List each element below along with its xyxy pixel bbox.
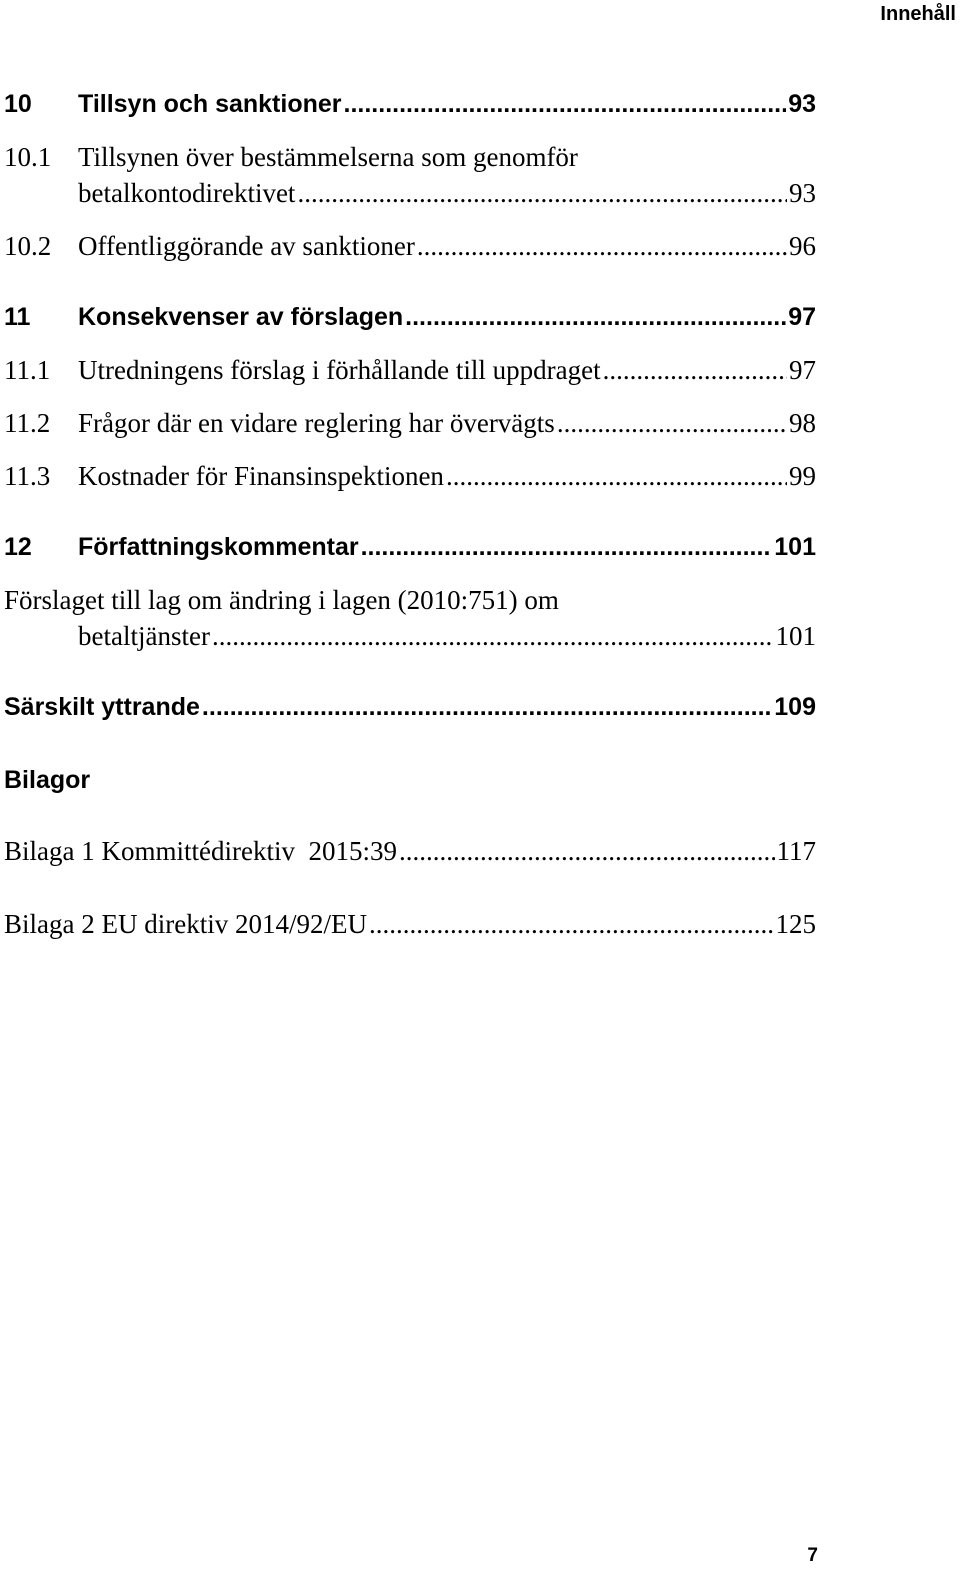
toc-title: Tillsyn och sanktioner — [78, 90, 342, 118]
toc-number: 10 — [4, 90, 32, 118]
toc-title: Offentliggörande av sanktioner — [78, 231, 415, 261]
dot-leader — [417, 228, 787, 264]
toc-number: 12 — [4, 533, 32, 561]
toc-page: 98 — [789, 408, 816, 438]
toc-title: Särskilt yttrande — [4, 693, 200, 721]
toc-page: 99 — [789, 461, 816, 491]
toc-title: Författningskommentar — [78, 533, 359, 561]
table-of-contents — [4, 85, 816, 942]
toc-title-line2: betalkontodirektivet — [78, 178, 296, 208]
toc-page: 96 — [789, 231, 816, 261]
toc-title: Bilaga 1 Kommittédirektiv 2015:39 — [4, 836, 397, 866]
page-number: 7 — [807, 1545, 818, 1566]
toc-title-line1: Förslaget till lag om ändring i lagen (2010:751) om — [4, 585, 559, 615]
dot-leader — [297, 175, 787, 211]
toc-page: 117 — [776, 836, 816, 866]
toc-page: 101 — [775, 621, 816, 651]
dot-leader — [369, 906, 774, 942]
dot-leader — [557, 405, 787, 441]
toc-entry-bilaga-1[interactable] — [4, 833, 816, 869]
toc-page: 125 — [775, 909, 816, 939]
toc-page: 93 — [789, 178, 816, 208]
bilagor-heading: Bilagor — [4, 766, 91, 794]
toc-title-line1: Tillsynen över bestämmelserna som genomför — [78, 142, 578, 172]
dot-leader — [202, 688, 772, 726]
toc-number: 11.3 — [4, 461, 51, 491]
toc-entry-11-3[interactable] — [4, 458, 816, 494]
toc-page: 109 — [774, 693, 816, 721]
dot-leader — [361, 528, 773, 566]
toc-page: 97 — [789, 355, 816, 385]
toc-entry-11[interactable] — [4, 298, 816, 336]
dot-leader — [212, 618, 774, 654]
toc-number: 10.1 — [4, 142, 52, 172]
toc-page: 93 — [788, 90, 816, 118]
toc-page: 97 — [788, 303, 816, 331]
dot-leader — [446, 458, 787, 494]
toc-entry-10-2[interactable] — [4, 228, 816, 264]
toc-title: Utredningens förslag i förhållande till uppdraget — [78, 355, 601, 385]
toc-title: Kostnader för Finansinspektionen — [78, 461, 444, 491]
toc-entry-10-1[interactable] — [4, 139, 816, 211]
toc-number: 10.2 — [4, 231, 52, 261]
dot-leader — [344, 85, 787, 123]
toc-title-line2: betaltjänster — [78, 621, 210, 651]
toc-entry-11-2[interactable] — [4, 405, 816, 441]
toc-number: 11.2 — [4, 408, 51, 438]
toc-title: Bilaga 2 EU direktiv 2014/92/EU — [4, 909, 367, 939]
running-header: Innehåll — [880, 3, 956, 25]
toc-number: 11.1 — [4, 355, 51, 385]
toc-entry-bilaga-2[interactable] — [4, 906, 816, 942]
dot-leader — [603, 352, 787, 388]
toc-title: Konsekvenser av förslagen — [78, 303, 404, 331]
toc-entry-12[interactable] — [4, 528, 816, 566]
toc-title: Frågor där en vidare reglering har övervägts — [78, 408, 555, 438]
dot-leader — [399, 833, 775, 869]
toc-number: 11 — [4, 303, 31, 331]
toc-entry-10[interactable] — [4, 85, 816, 123]
toc-entry-11-1[interactable] — [4, 352, 816, 388]
toc-entry-sarskilt-yttrande[interactable] — [4, 688, 816, 726]
toc-page: 101 — [774, 533, 816, 561]
dot-leader — [405, 298, 786, 336]
toc-entry-lagforslag[interactable] — [4, 582, 816, 654]
